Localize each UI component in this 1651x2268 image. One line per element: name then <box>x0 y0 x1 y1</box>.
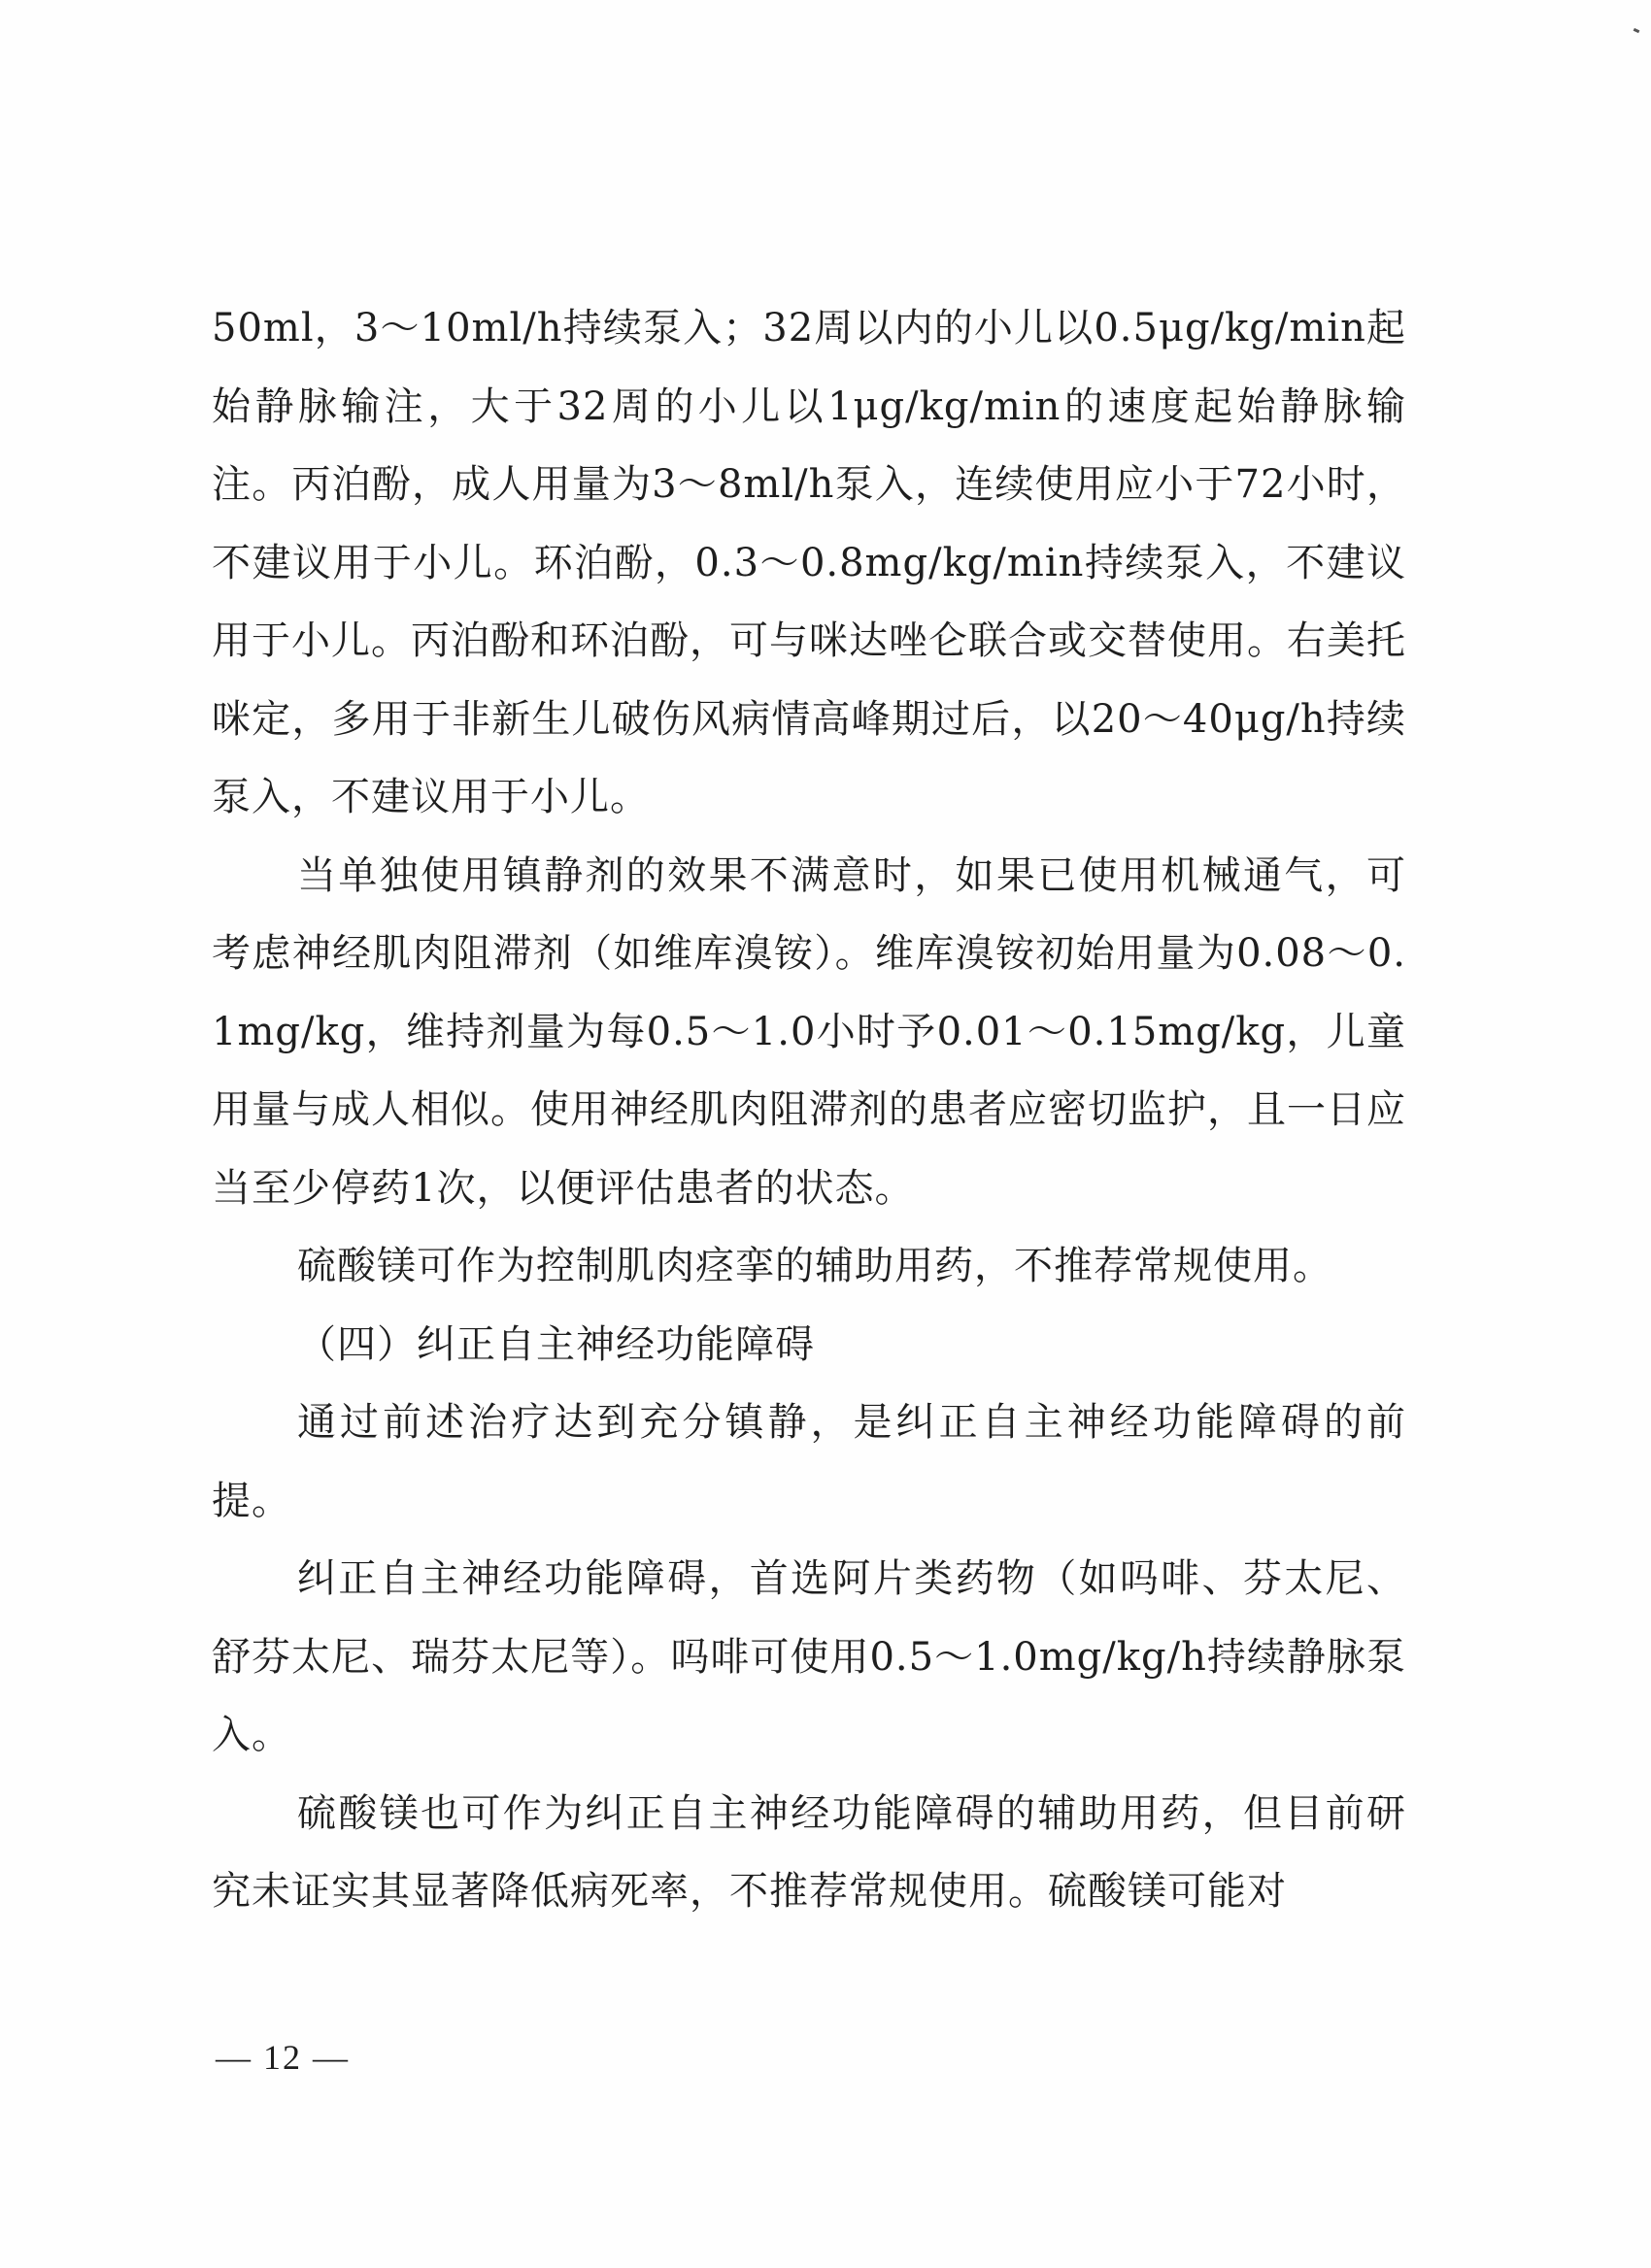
paragraph-sedation-premise: 通过前述治疗达到充分镇静，是纠正自主神经功能障碍的前提。 <box>212 1400 1406 1523</box>
section-heading: （四）纠正自主神经功能障碍 <box>297 1321 815 1367</box>
paragraph-neuromuscular-blockers: 当单独使用镇静剂的效果不满意时，如果已使用机械通气，可考虑神经肌肉阻滞剂（如维库溴铵）。维库溴铵初始用量为0.08～0.1mg/kg，维持剂量为每0.5～1.0小时予0.01～0.15mg/kg，儿童用量与成人相似。使用神经肌肉阻滞剂的患者应密切监护，且一日应当至少停药1次，以便评估患者的状态。 <box>212 852 1406 1211</box>
paragraph-opioids: 纠正自主神经功能障碍，首选阿片类药物（如吗啡、芬太尼、舒芬太尼、瑞芬太尼等）。吗啡可使用0.5～1.0mg/kg/h持续静脉泵入。 <box>212 1556 1406 1757</box>
page-number: — 12 — <box>216 2038 350 2077</box>
paragraph-magnesium-sulfate: 硫酸镁可作为控制肌肉痉挛的辅助用药，不推荐常规使用。 <box>297 1244 1332 1288</box>
paragraph-dosage-continuation: 50ml，3～10ml/h持续泵入；32周以内的小儿以0.5μg/kg/min起始静脉输注，大于32周的小儿以1μg/kg/min的速度起始静脉输注。丙泊酚，成人用量为3～8ml/h泵入，连续使用应小于72小时，不建议用于小儿。环泊酚，0.3～0.8mg/kg/min持续泵入，不建议用于小儿。丙泊酚和环泊酚，可与咪达唑仑联合或交替使用。右美托咪定，多用于非新生儿破伤风病情高峰期过后，以20～40μg/h持续泵入，不建议用于小儿。 <box>212 306 1406 819</box>
document-body <box>212 289 1406 1931</box>
paragraph-magnesium-autonomic: 硫酸镁也可作为纠正自主神经功能障碍的辅助用药，但目前研究未证实其显著降低病死率，不推荐常规使用。硫酸镁可能对 <box>212 1790 1406 1914</box>
scan-artifact <box>1634 28 1640 33</box>
